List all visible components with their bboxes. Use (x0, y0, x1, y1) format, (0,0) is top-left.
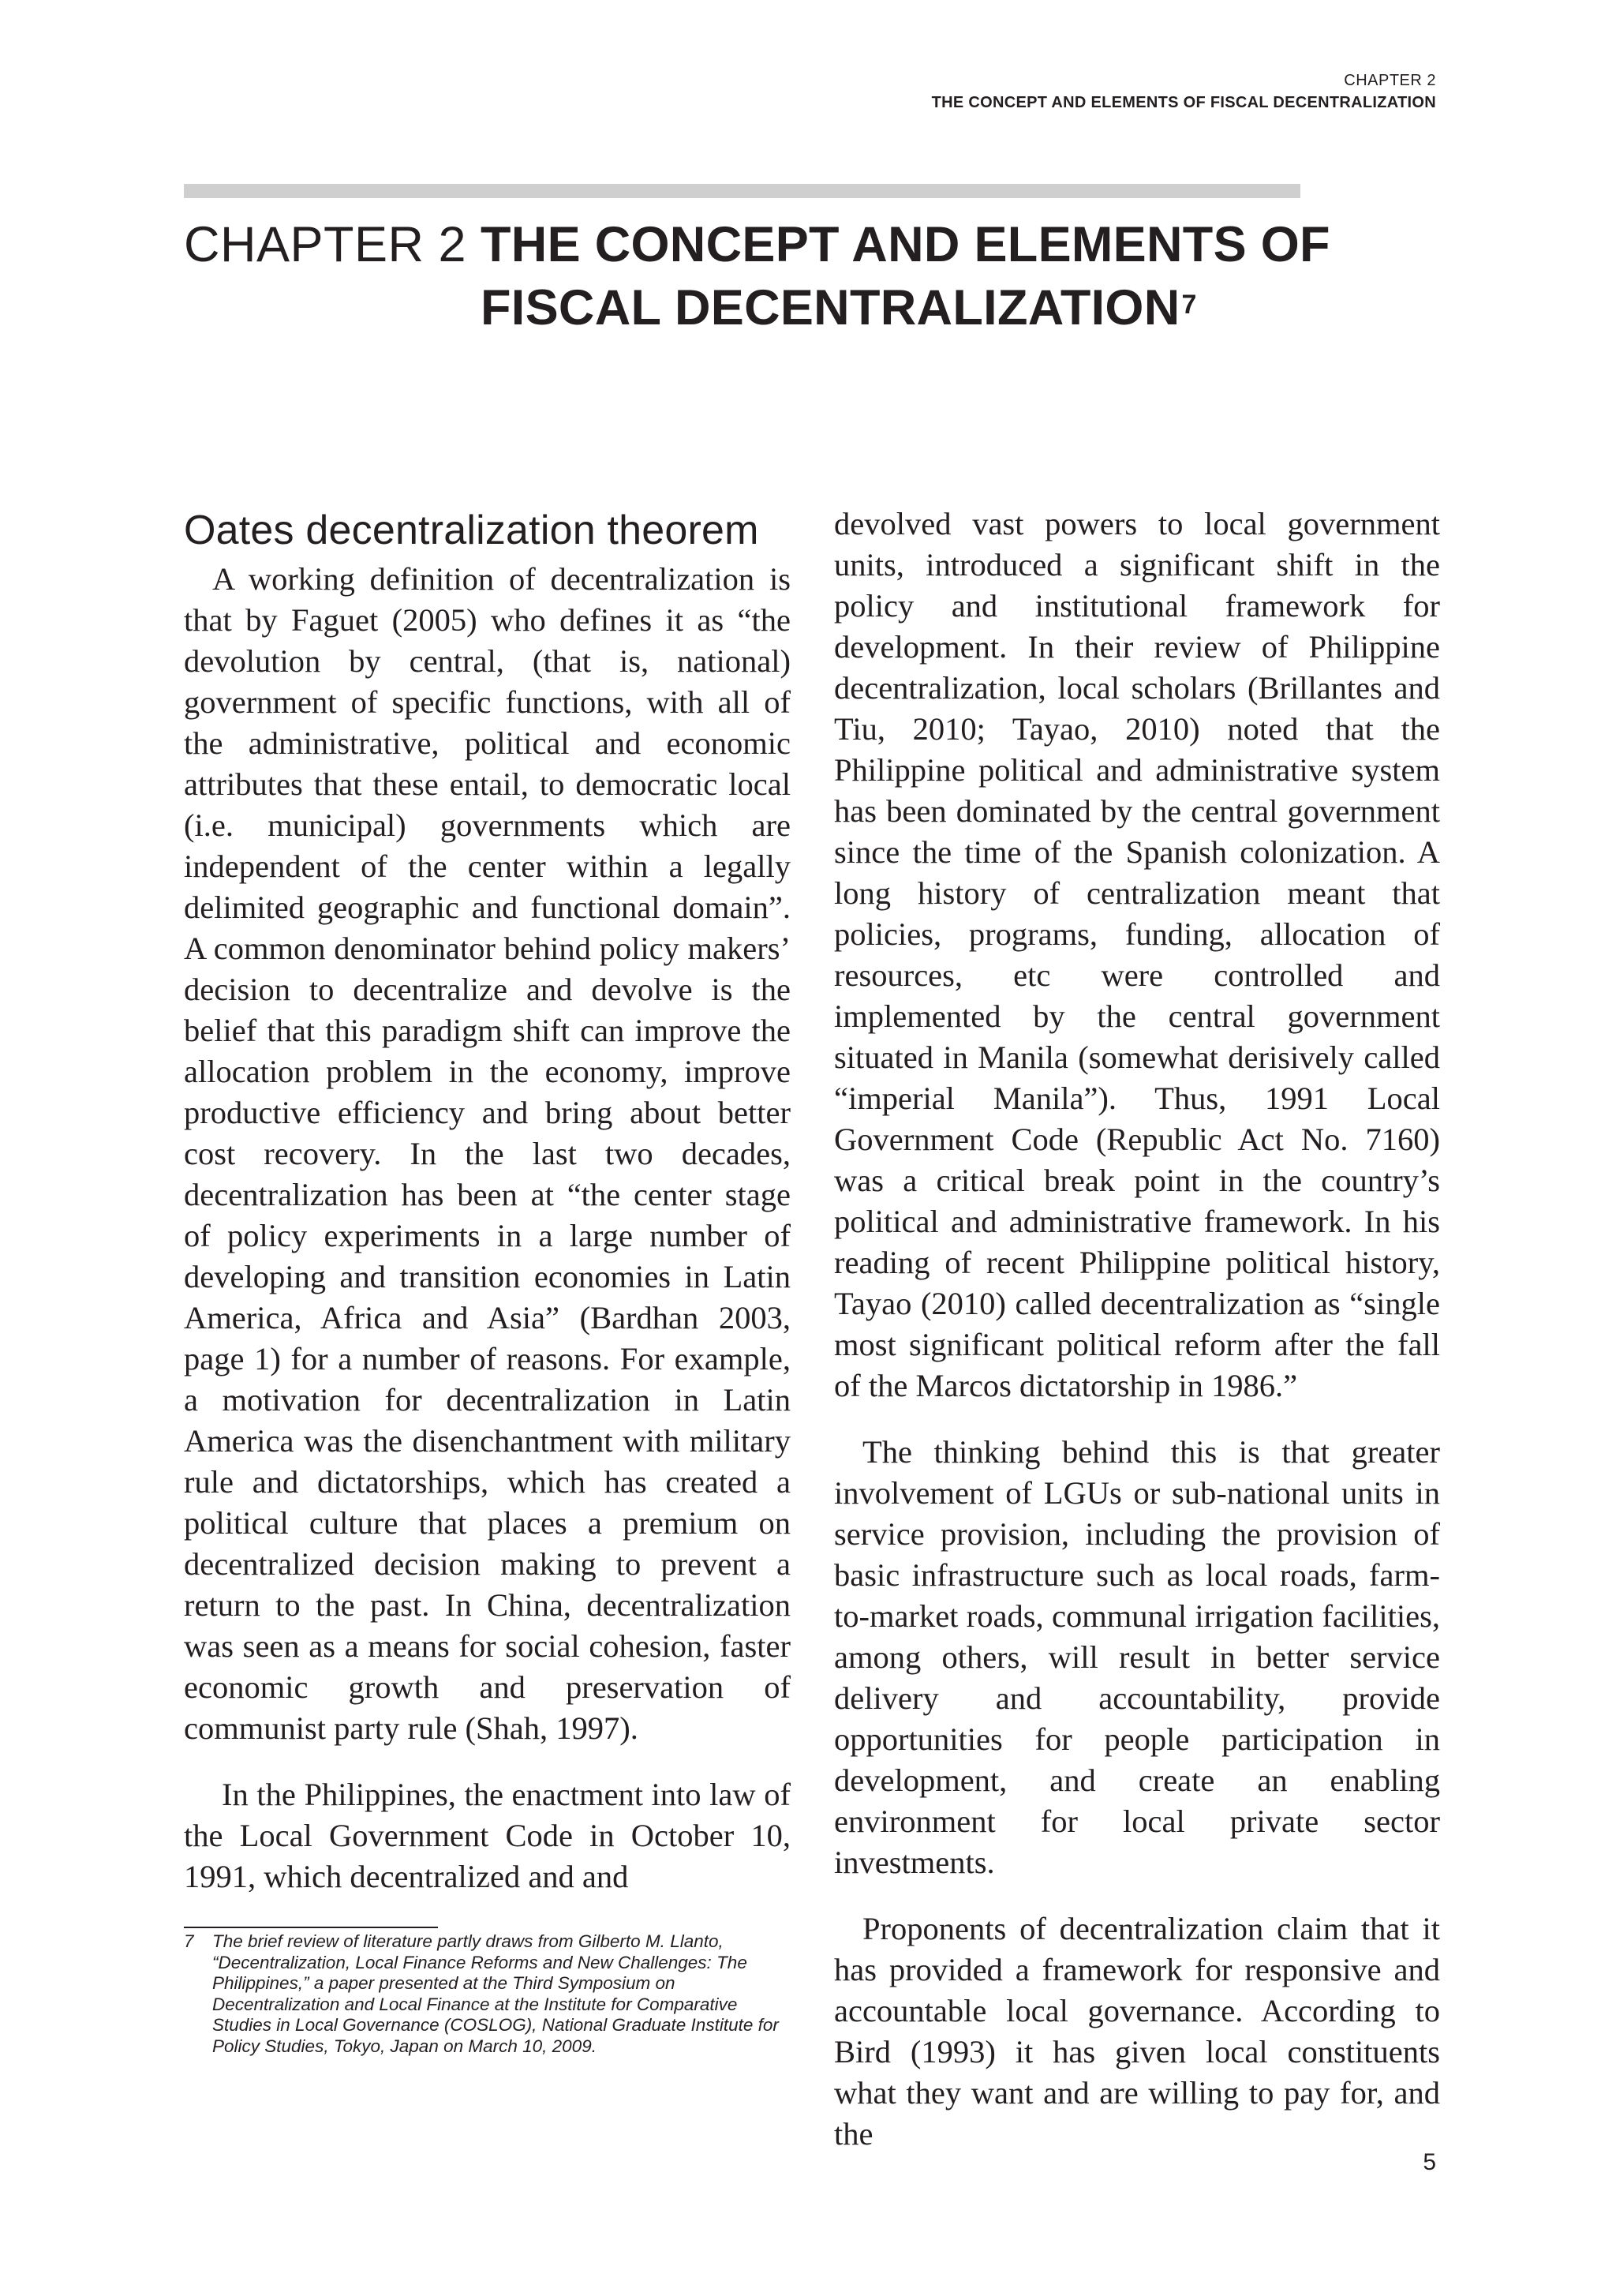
page-number: 5 (1423, 2149, 1436, 2175)
footnote-divider (184, 1927, 438, 1928)
body-paragraph: In the Philippines, the enactment into law of the Local Government Code in October 10, 1991, which decentralized and and (184, 1777, 791, 1894)
running-head (932, 69, 1436, 114)
body-paragraph: A working definition of decentralization is that by Faguet (2005) who defines it as “the devolution by central, (that is, national) government of specific functions, with all of the administrative, political and economic attributes that these entail, to democratic local (i.e. municipal) governments which are independent of the center within a legally delimited geographic and functional domain”. A common denominator behind policy makers’ decision to decentralize and devolve is the belief that this paradigm shift can improve the allocation problem in the economy, improve productive efficiency and bring about better cost recovery. In the last two decades, decentralization has been at “the center stage of policy experiments in a large number of developing and transition economies in Latin America, Africa and Asia” (Bardhan 2003, page 1) for a number of reasons. For example, a motivation for decentralization in Latin America was the disenchantment with military rule and dictatorships, which has created a political culture that places a premium on decentralized decision making to prevent a return to the past. In China, decentralization was seen as a means for social cohesion, faster economic growth and preservation of communist party rule (Shah, 1997). (184, 561, 791, 1746)
chapter-rule (184, 184, 1300, 198)
footnote-text: The brief review of literature partly draws from Gilberto M. Llanto, “Decentralization, Local Finance Reforms and New Challenges: The Philippines,” a paper presented at the Third Symposium on Decentralization and Local Finance at the Institute for Comparative Studies in Local Governance (COSLOG), National Graduate Institute for Policy Studies, Tokyo, Japan on March 10, 2009. (212, 1931, 779, 2056)
body-paragraph: The thinking behind this is that greater involvement of LGUs or sub-national units in service provision, including the provision of basic infrastructure such as local roads, farm-to-market roads, communal irrigation facilities, among others, will result in better service delivery and accountability, provide opportunities for people participation in development, and create an enabling environment for local private sector investments. (834, 1434, 1440, 1880)
chapter-title-line-2-text: FISCAL DECENTRALIZATION (481, 280, 1180, 335)
footnote (184, 1931, 791, 2057)
running-head-title: THE CONCEPT AND ELEMENTS OF FISCAL DECENTRALIZATION (931, 94, 1436, 111)
footnote-marker[interactable]: 7 (1181, 290, 1197, 320)
running-head-chapter: CHAPTER 2 (1344, 72, 1436, 89)
chapter-title (481, 213, 1330, 339)
section-heading: Oates decentralization theorem (184, 508, 759, 553)
chapter-label: CHAPTER 2 (184, 217, 467, 272)
left-column (184, 505, 791, 1897)
right-column (834, 504, 1440, 2155)
chapter-title-line-1: THE CONCEPT AND ELEMENTS OF (481, 217, 1330, 272)
body-paragraph: Proponents of decentralization claim that it has provided a framework for responsive and accountable local governance. According to Bird (1993) it has given local constituents what they want and are willing to pay for, and the (834, 1911, 1440, 2152)
body-paragraph: devolved vast powers to local government units, introduced a significant shift in the policy and institutional framework for development. In their review of Philippine decentralization, local scholars (Brillantes and Tiu, 2010; Tayao, 2010) noted that the Philippine political and administrative system has been dominated by the central government since the time of the Spanish colonization. A long history of centralization meant that policies, programs, funding, allocation of resources, etc were controlled and implemented by the central government situated in Manila (somewhat derisively called “imperial Manila”). Thus, 1991 Local Government Code (Republic Act No. 7160) was a critical break point in the country’s political and administrative framework. In his reading of recent Philippine political history, Tayao (2010) called decentralization as “single most significant political reform after the fall of the Marcos dictatorship in 1986.” (834, 506, 1440, 1403)
footnote-number: 7 (184, 1931, 194, 1951)
chapter-title-line-2 (481, 276, 1330, 339)
